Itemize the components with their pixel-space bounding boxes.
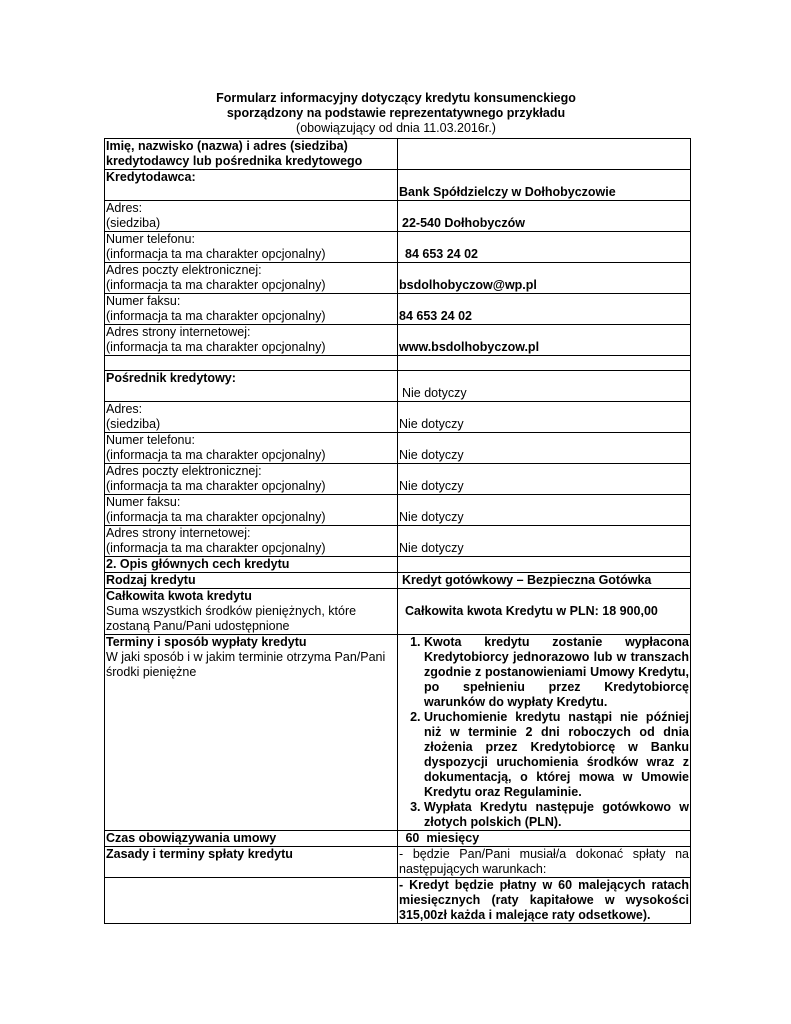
total-amount-value	[398, 589, 691, 635]
table-row	[105, 232, 691, 263]
broker-email-value: Nie dotyczy	[398, 464, 691, 495]
phone-label: Numer telefonu:	[106, 232, 195, 246]
table-row	[105, 464, 691, 495]
table-row	[105, 433, 691, 464]
lender-name: Bank Spółdzielczy w Dołhobyczowie	[398, 170, 691, 201]
credit-type-value	[398, 573, 691, 589]
web-value: www.bsdolhobyczow.pl	[398, 325, 691, 356]
list-item: 1. Kwota kredytu zostanie wypłacona Kredytobiorcy jednorazowo lub w transzach zgodnie z postanowieniami Umowy Kredytu, po spełnieniu przez Kredytobiorcę warunków do wypłaty Kredytu.	[424, 635, 689, 710]
email-sub: (informacja ta ma charakter opcjonalny)	[106, 278, 326, 292]
broker-fax-sub: (informacja ta ma charakter opcjonalny)	[106, 510, 326, 524]
broker-email-label-cell	[105, 464, 398, 495]
table-row	[105, 263, 691, 294]
table-row	[105, 371, 691, 402]
web-label-cell	[105, 325, 398, 356]
address-label-cell	[105, 201, 398, 232]
broker-phone-label-cell	[105, 433, 398, 464]
total-amount-value-text: Całkowita kwota Kredytu w PLN: 18 900,00	[405, 604, 658, 618]
table-row	[105, 878, 691, 924]
broker-phone-sub: (informacja ta ma charakter opcjonalny)	[106, 448, 326, 462]
table-row	[105, 170, 691, 201]
empty-cell	[398, 139, 691, 170]
total-amount-label-cell	[105, 589, 398, 635]
payout-terms-cell	[398, 635, 691, 831]
broker-address-value: Nie dotyczy	[398, 402, 691, 433]
table-row	[105, 526, 691, 557]
email-value: bsdolhobyczow@wp.pl	[398, 263, 691, 294]
section-heading-cell	[105, 139, 398, 170]
empty-cell	[105, 356, 398, 371]
web-sub: (informacja ta ma charakter opcjonalny)	[106, 340, 326, 354]
section-heading-line1: Imię, nazwisko (nazwa) i adres (siedziba)	[106, 139, 348, 153]
phone-value-text: 84 653 24 02	[405, 247, 478, 261]
broker-fax-label-cell	[105, 495, 398, 526]
credit-type-label: Rodzaj kredytu	[105, 573, 398, 589]
repayment-label: Zasady i terminy spłaty kredytu	[105, 847, 398, 878]
table-row-empty	[105, 356, 691, 371]
broker-fax-value: Nie dotyczy	[398, 495, 691, 526]
fax-label-cell	[105, 294, 398, 325]
broker-fax-label: Numer faksu:	[106, 495, 181, 509]
phone-value	[398, 232, 691, 263]
table-row	[105, 201, 691, 232]
credit-type-value-text: Kredyt gotówkowy – Bezpieczna Gotówka	[402, 573, 652, 587]
broker-address-label: Adres:	[106, 402, 143, 416]
term-value-text: 60 miesięcy	[402, 831, 480, 845]
table-row	[105, 557, 691, 573]
table-row	[105, 589, 691, 635]
broker-value-text: Nie dotyczy	[402, 386, 467, 400]
payout-terms-list	[399, 635, 689, 830]
broker-phone-value: Nie dotyczy	[398, 433, 691, 464]
payout-label: Terminy i sposób wypłaty kredytu	[106, 635, 307, 649]
broker-phone-label: Numer telefonu:	[106, 433, 195, 447]
payout-desc: W jaki sposób i w jakim terminie otrzyma Pan/Pani środki pieniężne	[106, 650, 386, 679]
table-row	[105, 139, 691, 170]
phone-label-cell	[105, 232, 398, 263]
table-row	[105, 294, 691, 325]
table-row	[105, 847, 691, 878]
fax-label: Numer faksu:	[106, 294, 181, 308]
empty-cell	[105, 878, 398, 924]
total-amount-desc: Suma wszystkich środków pieniężnych, które zostaną Panu/Pani udostępnione	[106, 604, 357, 633]
table-row	[105, 635, 691, 831]
fax-sub: (informacja ta ma charakter opcjonalny)	[106, 309, 326, 323]
section2-heading: 2. Opis głównych cech kredytu	[105, 557, 398, 573]
email-label-cell	[105, 263, 398, 294]
web-label: Adres strony internetowej:	[106, 325, 251, 339]
broker-web-label-cell	[105, 526, 398, 557]
lender-label: Kredytodawca:	[105, 170, 398, 201]
table-row	[105, 325, 691, 356]
address-sub: (siedziba)	[106, 216, 161, 230]
list-item: 2. Uruchomienie kredytu nastąpi nie później niż w terminie 2 dni roboczych od dnia złożenia przez Kredytobiorcę w Banku dyspozycji uruchomienia środków wraz z dokumentacją, o której mowa w Umowie Kredytu oraz Regulaminie.	[424, 710, 689, 800]
table-row	[105, 831, 691, 847]
broker-label: Pośrednik kredytowy:	[105, 371, 398, 402]
fax-value: 84 653 24 02	[398, 294, 691, 325]
term-label: Czas obowiązywania umowy	[105, 831, 398, 847]
phone-sub: (informacja ta ma charakter opcjonalny)	[106, 247, 326, 261]
email-label: Adres poczty elektronicznej:	[106, 263, 262, 277]
broker-web-label: Adres strony internetowej:	[106, 526, 251, 540]
broker-address-sub: (siedziba)	[106, 417, 161, 431]
address-value	[398, 201, 691, 232]
broker-web-sub: (informacja ta ma charakter opcjonalny)	[106, 541, 326, 555]
table-row	[105, 573, 691, 589]
total-amount-label: Całkowita kwota kredytu	[106, 589, 252, 603]
table-row	[105, 495, 691, 526]
info-form-table	[104, 138, 691, 924]
section-heading-line2: kredytodawcy lub pośrednika kredytowego	[106, 154, 363, 168]
list-item: 3. Wypłata Kredytu następuje gotówkowo w złotych polskich (PLN).	[424, 800, 689, 830]
payout-label-cell	[105, 635, 398, 831]
repayment-conditions: - będzie Pan/Pani musiał/a dokonać spłaty na następujących warunkach:	[399, 847, 689, 876]
broker-value	[398, 371, 691, 402]
empty-cell	[398, 356, 691, 371]
address-label: Adres:	[106, 201, 143, 215]
form-subtitle: sporządzony na podstawie reprezentatywnego przykładu	[226, 106, 566, 120]
empty-cell	[398, 557, 691, 573]
validity-date: (obowiązujący od dnia 11.03.2016r.)	[296, 121, 496, 135]
form-title: Formularz informacyjny dotyczący kredytu konsumenckiego	[216, 91, 576, 105]
document-header	[104, 91, 688, 136]
broker-email-label: Adres poczty elektronicznej:	[106, 464, 262, 478]
table-row	[105, 402, 691, 433]
broker-web-value: Nie dotyczy	[398, 526, 691, 557]
broker-email-sub: (informacja ta ma charakter opcjonalny)	[106, 479, 326, 493]
repayment-schedule: - Kredyt będzie płatny w 60 malejących ratach miesięcznych (raty kapitałowe w wysokości 315,00zł każda i malejące raty odsetkowe).	[399, 878, 689, 922]
broker-address-label-cell	[105, 402, 398, 433]
address-value-text: 22-540 Dołhobyczów	[402, 216, 525, 230]
term-value	[398, 831, 691, 847]
